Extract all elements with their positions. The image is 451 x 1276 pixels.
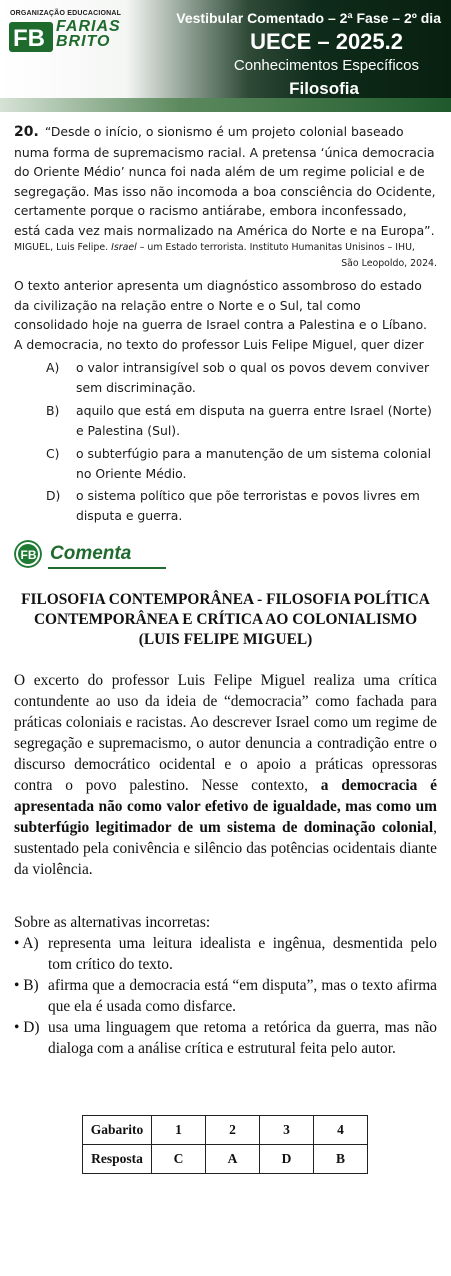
quote-line: está cada vez mais normalizado na América do Norte e na Europa”. xyxy=(14,222,435,238)
option-letter: B) xyxy=(46,403,60,418)
question-number-cell: 2 xyxy=(206,1116,260,1145)
item-bullet: • B) xyxy=(14,977,39,994)
table-row xyxy=(83,1145,368,1174)
answer-key-table xyxy=(82,1115,368,1174)
item-text: representa uma leitura idealista e ingênua, desmentida pelo tom crítico do texto. xyxy=(48,935,437,973)
exam-subject: Filosofia xyxy=(289,79,359,98)
answer-cell: C xyxy=(152,1145,206,1174)
citation-author: MIGUEL, Luis Felipe. xyxy=(14,242,109,253)
paragraph-end: , sustentado pela conivência e silêncio das potências ocidentais diante da violência. xyxy=(14,819,437,878)
comenta-label: Comenta xyxy=(50,543,132,564)
incorrect-intro: Sobre as alternativas incorretas: xyxy=(14,914,211,931)
answer-cell: B xyxy=(314,1145,368,1174)
resposta-label: Resposta xyxy=(83,1145,152,1174)
question-number-cell: 1 xyxy=(152,1116,206,1145)
option-text: o sistema político que põe terroristas e povos livres em disputa e guerra. xyxy=(76,488,420,523)
question-number: 20. xyxy=(14,124,39,140)
logo-name xyxy=(56,19,121,49)
option-b xyxy=(46,401,441,440)
question-quote xyxy=(14,122,439,241)
citation-work: Israel xyxy=(111,242,137,253)
citation-place: São Leopoldo, 2024. xyxy=(341,258,437,269)
item-text: usa uma linguagem que retoma a retórica da guerra, mas não dialoga com a análise crítica e estrutural feita pelo autor. xyxy=(48,1019,437,1057)
incorrect-item-a xyxy=(14,933,437,975)
quote-line: numa forma de supremacismo racial. A pretensa ‘única democracia xyxy=(14,144,435,160)
header-swoosh xyxy=(0,98,451,112)
question-number-cell: 3 xyxy=(260,1116,314,1145)
answer-cell: D xyxy=(260,1145,314,1174)
paragraph-bold: a democracia é apresentada não como valor efetivo de igualdade, mas como um subterfúgio legitimador de um sistema de dominação colonial xyxy=(14,777,438,836)
commentary-title: FILOSOFIA CONTEMPORÂNEA - FILOSOFIA POLÍTICA CONTEMPORÂNEA E CRÍTICA AO COLONIALISMO (LUIS FELIPE MIGUEL) xyxy=(21,591,430,648)
quote-line: certamente porque o racismo antiárabe, embora inconfessado, xyxy=(14,203,407,219)
option-letter: C) xyxy=(46,446,60,461)
question-prompt xyxy=(14,276,439,354)
page-header xyxy=(0,0,451,112)
item-text: afirma que a democracia está “em disputa”, mas o texto afirma que ela é usada como disfarce. xyxy=(48,977,437,1015)
logo-name-line1: FARIAS xyxy=(56,18,121,35)
comenta-heading xyxy=(14,540,174,572)
citation-rest: – um Estado terrorista. Instituto Humanitas Unisinos – IHU, xyxy=(136,242,415,253)
option-a xyxy=(46,358,441,397)
paragraph-start: O excerto do professor Luis Felipe Miguel realiza uma crítica contundente ao uso da ideia de “democracia” como fachada para práticas coloniais e racistas. Ao descrever Israel como um regime de segregação e supremacismo, o autor denuncia a contradição entre o discurso democrático ocidental e o apoio a práticas opressoras contra o povo palestino. Nesse contexto, xyxy=(14,672,437,794)
exam-phase: Vestibular Comentado – 2ª Fase – 2º dia xyxy=(176,10,441,26)
citation xyxy=(14,240,437,272)
exam-section: Conhecimentos Específicos xyxy=(233,57,419,74)
option-d xyxy=(46,486,441,525)
table-row xyxy=(83,1116,368,1145)
farias-brito-logo-icon xyxy=(9,22,53,52)
answer-cell: A xyxy=(206,1145,260,1174)
option-text: o subterfúgio para a manutenção de um sistema colonial no Oriente Médio. xyxy=(76,446,432,481)
gabarito-label: Gabarito xyxy=(83,1116,152,1145)
exam-title: UECE – 2025.2 xyxy=(250,29,403,54)
quote-line: segregação. Mas isso não incomoda a boa consciência do Ocidente, xyxy=(14,183,436,199)
prompt-line: da civilização na relação entre o Norte e o Sul, tal como xyxy=(14,297,361,313)
option-text: o valor intransigível sob o qual os povos devem conviver sem discriminação. xyxy=(76,360,430,395)
quote-line: do Oriente Médio’ nunca foi nada além de um regime policial e de xyxy=(14,164,425,180)
prompt-line: A democracia, no texto do professor Luis Felipe Miguel, quer dizer xyxy=(14,336,424,352)
quote-line: “Desde o início, o sionismo é um projeto colonial baseado xyxy=(44,124,404,139)
svg-text:FB: FB xyxy=(13,25,45,52)
option-text: aquilo que está em disputa na guerra entre Israel (Norte) e Palestina (Sul). xyxy=(76,403,432,438)
incorrect-item-b xyxy=(14,975,437,1017)
option-letter: A) xyxy=(46,360,60,375)
comenta-underline xyxy=(48,567,166,569)
commentary-paragraph xyxy=(14,670,437,880)
option-c xyxy=(46,444,441,483)
item-bullet: • A) xyxy=(14,935,39,952)
option-letter: D) xyxy=(46,488,61,503)
svg-text:FB: FB xyxy=(20,548,37,562)
prompt-line: consolidado hoje na guerra de Israel contra a Palestina e o Líbano. xyxy=(14,317,427,333)
item-bullet: • D) xyxy=(14,1019,40,1036)
logo-name-line2: BRITO xyxy=(56,33,111,50)
org-label: ORGANIZAÇÃO EDUCACIONAL xyxy=(10,10,122,17)
fb-logo-icon xyxy=(14,540,42,568)
prompt-line: O texto anterior apresenta um diagnóstico assombroso do estado xyxy=(14,278,422,293)
incorrect-item-d xyxy=(14,1017,437,1059)
question-number-cell: 4 xyxy=(314,1116,368,1145)
